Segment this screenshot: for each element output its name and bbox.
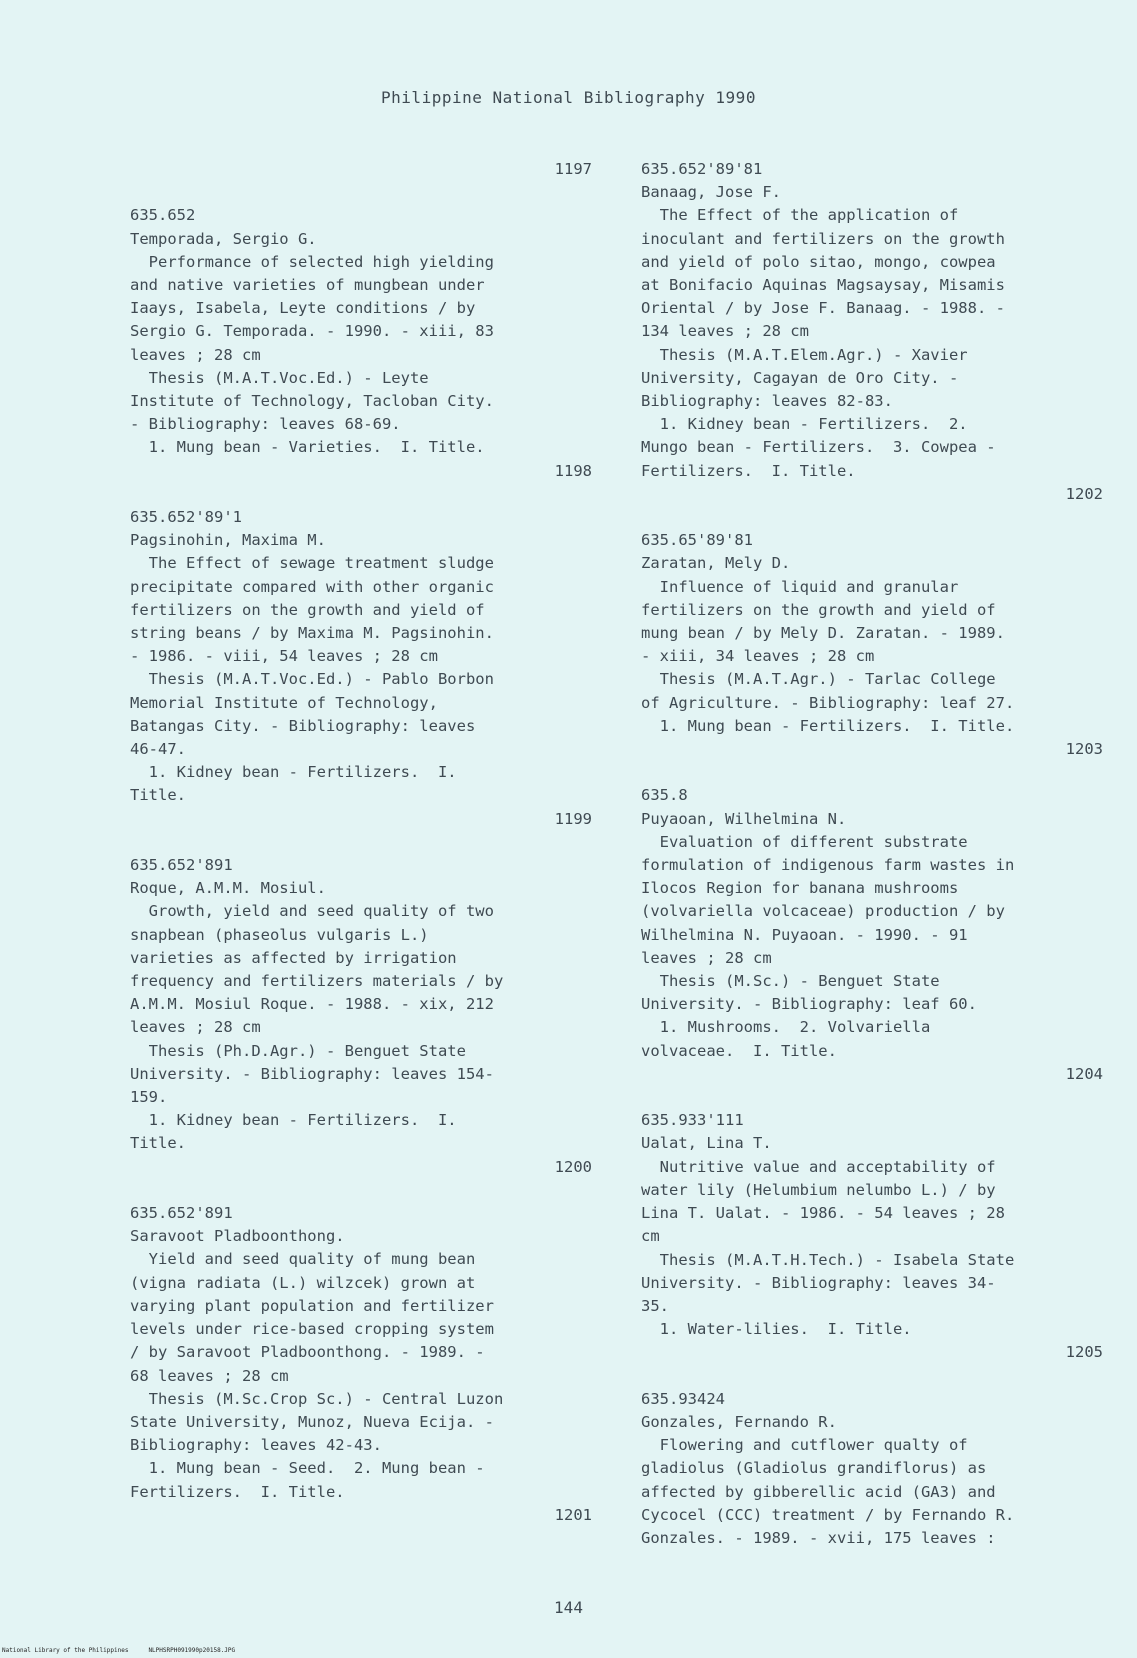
entry-line: of Agriculture. - Bibliography: leaf 27. [641,693,1015,712]
entry-line: 1. Kidney bean - Fertilizers. I. [130,763,457,782]
entry-line: precipitate compared with other organic [130,577,494,596]
entry-line: string beans / by Maxima M. Pagsinohin. [130,624,494,643]
entry-line: Sergio G. Temporada. - 1990. - xiii, 83 [130,322,494,341]
entry-line: Roque, A.M.M. Mosiul. [130,879,326,898]
entry-line: 1. Kidney bean - Fertilizers. 2. [641,415,968,434]
entry-line: Ilocos Region for banana mushrooms [641,879,959,898]
entry-line: 134 leaves ; 28 cm [641,322,809,341]
entry-line: Batangas City. - Bibliography: leaves [130,716,476,735]
entry-line: varieties as affected by irrigation [130,948,457,967]
entry-line: - Bibliography: leaves 68-69. [130,415,401,434]
page-number: 144 [554,1598,583,1617]
bibliography-entry [130,1156,592,1504]
entry-line: Zaratan, Mely D. [641,554,791,573]
entry-line: Thesis (M.A.T.Voc.Ed.) - Pablo Borbon [130,670,494,689]
entry-line: Thesis (M.A.T.Agr.) - Tarlac College [641,670,996,689]
entry-line: 1. Mung bean - Fertilizers. I. Title. [641,716,1015,735]
entry-line: Nutritive value and acceptability of [641,1157,996,1176]
entry-line: 635.65'89'81 [641,531,753,550]
entry-number: 1202 [1065,484,1103,503]
entry-line: inoculant and fertilizers on the growth [641,229,1005,248]
entry-line: - 1986. - viii, 54 leaves ; 28 cm [130,647,438,666]
bibliography-entry [641,1063,1103,1341]
entry-line: Lina T. Ualat. - 1986. - 54 leaves ; 28 [641,1204,1005,1223]
bibliography-entry [130,1504,592,1527]
entry-line: 1. Mung bean - Seed. 2. Mung bean - [130,1459,485,1478]
entry-number: 1197 [554,160,592,178]
entry-line: at Bonifacio Aquinas Magsaysay, Misamis [641,276,1005,295]
entry-line: volvaceae. I. Title. [641,1041,837,1060]
bibliography-entry [641,1341,1103,1550]
entry-line: Temporada, Sergio G. [130,229,317,248]
entry-line: 35. [641,1296,669,1315]
entry-line: 635.652'89'1 [130,508,242,527]
entry-line: Yield and seed quality of mung bean [130,1250,476,1269]
entry-line: 68 leaves ; 28 cm [130,1366,289,1385]
entry-line: Mungo bean - Fertilizers. 3. Cowpea - [641,438,996,457]
entry-line: - xiii, 34 leaves ; 28 cm [641,647,875,666]
entry-line: Thesis (M.A.T.H.Tech.) - Isabela State [641,1250,1015,1269]
entry-line: 635.652'89'81 [641,160,763,178]
entry-number: 1205 [1065,1343,1103,1362]
entry-line: Thesis (M.A.T.Elem.Agr.) - Xavier [641,345,968,364]
entry-line: Memorial Institute of Technology, [130,693,438,712]
entry-line: 635.8 [641,786,688,805]
footer-library: National Library of the Philippines [2,1647,129,1654]
bibliography-entry [130,158,592,460]
entry-line: fertilizers on the growth and yield of [130,600,485,619]
entry-line: 635.933'111 [641,1111,744,1130]
entry-line: affected by gibberellic acid (GA3) and [641,1482,996,1501]
scan-footer [2,1647,255,1654]
entry-line: Flowering and cutflower qualty of [641,1436,968,1455]
page-header-title: Philippine National Bibliography 1990 [381,88,756,107]
entry-line: 1. Water-lilies. I. Title. [641,1320,912,1339]
entry-line: Title. [130,786,186,805]
entry-line: gladiolus (Gladiolus grandiflorus) as [641,1459,987,1478]
bibliography-entry [641,158,1103,483]
entry-line: formulation of indigenous farm wastes in [641,856,1015,875]
entry-line: Oriental / by Jose F. Banaag. - 1988. - [641,299,1005,318]
entry-line: 635.652'891 [130,856,233,875]
entry-line: Fertilizers. I. Title. [130,1482,345,1501]
entry-line: water lily (Helumbium nelumbo L.) / by [641,1180,996,1199]
entry-number: 1204 [1065,1064,1103,1083]
entry-line: Gonzales, Fernando R. [641,1412,837,1431]
entry-line: Bibliography: leaves 42-43. [130,1436,382,1455]
entry-line: leaves ; 28 cm [130,345,261,364]
bibliography-entry [130,460,592,808]
entry-line: The Effect of the application of [641,206,959,225]
bibliography-entry [641,738,1103,1063]
entry-line: Banaag, Jose F. [641,183,781,202]
entry-line: leaves ; 28 cm [641,948,772,967]
entry-line: Ualat, Lina T. [641,1134,772,1153]
entry-line: (vigna radiata (L.) wilzcek) grown at [130,1273,476,1292]
entry-number: 1199 [554,809,592,828]
entry-line: State University, Munoz, Nueva Ecija. - [130,1412,494,1431]
entry-line: Institute of Technology, Tacloban City. [130,392,494,411]
entry-line: Iaays, Isabela, Leyte conditions / by [130,299,476,318]
entry-line: snapbean (phaseolus vulgaris L.) [130,925,429,944]
entry-line: University, Cagayan de Oro City. - [641,368,959,387]
entry-line: University. - Bibliography: leaf 60. [641,995,977,1014]
entry-line: and native varieties of mungbean under [130,276,485,294]
entry-line: Influence of liquid and granular [641,577,959,596]
entry-line: leaves ; 28 cm [130,1018,261,1037]
entry-line: 1. Kidney bean - Fertilizers. I. [130,1111,457,1130]
entry-line: 159. [130,1088,168,1107]
entry-line: Cycocel (CCC) treatment / by Fernando R. [641,1505,1015,1524]
bibliography-entry [130,808,592,1156]
entry-line: Saravoot Pladboonthong. [130,1227,345,1246]
entry-line: fertilizers on the growth and yield of [641,600,996,619]
entry-number: 1200 [554,1157,592,1176]
entry-line: Growth, yield and seed quality of two [130,902,494,921]
left-column [130,158,592,1527]
entry-line: cm [641,1227,660,1246]
entry-number: 1203 [1065,740,1103,759]
entry-line: frequency and fertilizers materials / by [130,972,504,991]
entry-line: Evaluation of different substrate [641,832,968,851]
entry-line: 46-47. [130,740,186,759]
entry-line: Gonzales. - 1989. - xvii, 175 leaves : [641,1528,996,1547]
entry-line: and yield of polo sitao, mongo, cowpea [641,252,996,271]
entry-line: The Effect of sewage treatment sludge [130,554,494,573]
entry-line: 635.652'891 [130,1204,233,1223]
entry-line: Thesis (M.A.T.Voc.Ed.) - Leyte [130,368,429,387]
entry-number: 1198 [554,461,592,480]
right-column [641,158,1103,1550]
entry-line: Title. [130,1134,186,1153]
entry-line: levels under rice-based cropping system [130,1320,494,1339]
entry-line: mung bean / by Mely D. Zaratan. - 1989. [641,624,1005,643]
entry-line: Pagsinohin, Maxima M. [130,531,326,550]
entry-line: Fertilizers. I. Title. [641,461,856,480]
entry-line: 1. Mung bean - Varieties. I. Title. [130,438,485,457]
bibliography-entry [641,483,1103,738]
entry-line: Thesis (M.Sc.) - Benguet State [641,972,940,991]
entry-line: (volvariella volcaceae) production / by [641,902,1005,921]
entry-line: 635.652 [130,206,196,225]
entry-line: 1. Mushrooms. 2. Volvariella [641,1018,931,1037]
entry-line: University. - Bibliography: leaves 154- [130,1064,494,1083]
entry-line: Performance of selected high yielding [130,252,494,271]
entry-line: University. - Bibliography: leaves 34- [641,1273,996,1292]
entry-line: Thesis (Ph.D.Agr.) - Benguet State [130,1041,466,1060]
entry-line: Bibliography: leaves 82-83. [641,392,893,411]
entry-line: 635.93424 [641,1389,725,1408]
entry-line: Wilhelmina N. Puyaoan. - 1990. - 91 [641,925,968,944]
entry-line: / by Saravoot Pladboonthong. - 1989. - [130,1343,485,1362]
entry-line: Puyaoan, Wilhelmina N. [641,809,847,828]
footer-file: NLPHSRPH091990p20158.JPG [148,1647,236,1654]
entry-line: varying plant population and fertilizer [130,1296,494,1315]
entry-number: 1201 [554,1505,592,1524]
entry-line: A.M.M. Mosiul Roque. - 1988. - xix, 212 [130,995,494,1014]
entry-line: Thesis (M.Sc.Crop Sc.) - Central Luzon [130,1389,504,1408]
